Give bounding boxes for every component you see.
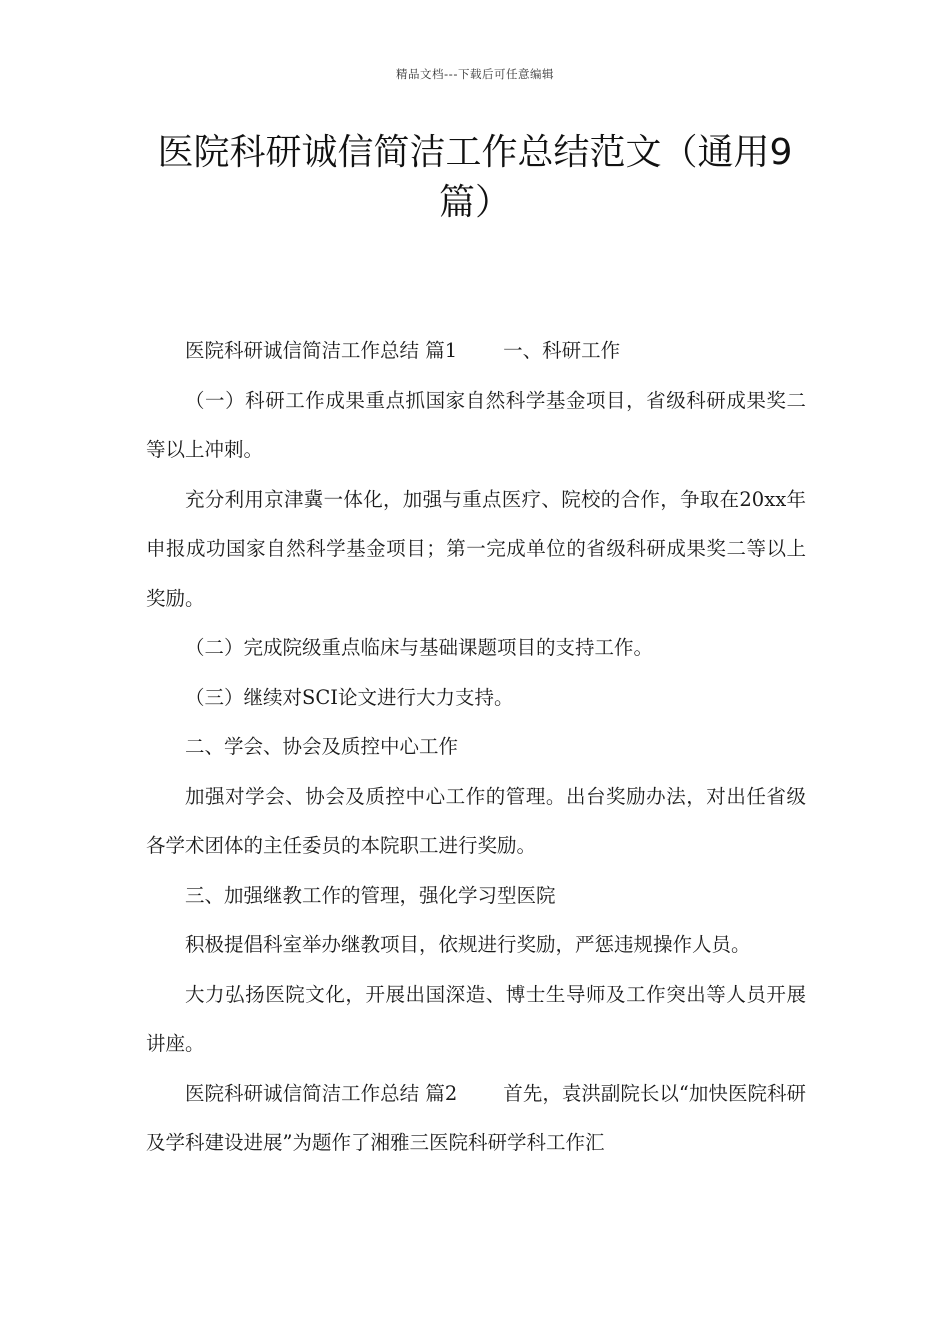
paragraph: 三、加强继教工作的管理，强化学习型医院 [185, 883, 556, 907]
paragraph-text: 首先，袁洪副院长以“加快医院科研及学科建设进展”为题作了湘雅三医院科研学科工作汇 [146, 1081, 806, 1154]
paragraph: （一）科研工作成果重点抓国家自然科学基金项目，省级科研成果奖二等以上冲刺。 [146, 388, 806, 461]
paragraph: （三）继续对SCI论文进行大力支持。 [185, 685, 514, 709]
section-lead: 医院科研诚信简洁工作总结 篇1 [185, 339, 458, 362]
paragraph: （二）完成院级重点临床与基础课题项目的支持工作。 [185, 636, 654, 659]
paragraph: 充分利用京津冀一体化，加强与重点医疗、院校的合作，争取在20xx年申报成功国家自然科学基金项目；第一完成单位的省级科研成果奖二等以上奖励。 [146, 487, 806, 610]
document-title: 医院科研诚信简洁工作总结范文（通用9篇） [157, 132, 793, 223]
paragraph: 加强对学会、协会及质控中心工作的管理。出台奖励办法，对出任省级各学术团体的主任委员的本院职工进行奖励。 [146, 784, 806, 857]
paragraph: 二、学会、协会及质控中心工作 [185, 735, 459, 758]
paragraph: 大力弘扬医院文化，开展出国深造、博士生导师及工作突出等人员开展讲座。 [146, 982, 806, 1055]
section-lead: 医院科研诚信简洁工作总结 篇2 [185, 1081, 458, 1105]
paragraph-text: 一、科研工作 [503, 339, 621, 362]
header-note: 精品文档---下载后可任意编辑 [396, 67, 554, 81]
paragraph [146, 1069, 806, 1168]
document-body [146, 326, 806, 1168]
paragraph: 积极提倡科室举办继教项目，依规进行奖励，严惩违规操作人员。 [185, 933, 751, 956]
paragraph [146, 326, 806, 376]
